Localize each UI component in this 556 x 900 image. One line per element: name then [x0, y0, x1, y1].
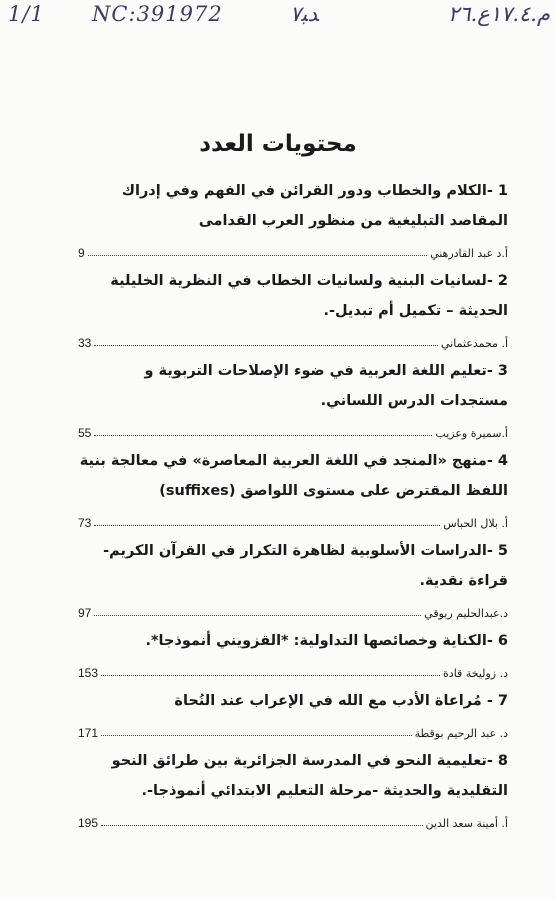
- entry-page-number: 9: [78, 246, 85, 260]
- handwritten-accession-code: NC:391972: [92, 2, 223, 26]
- entry-title: 1 -الكلام والخطاب ودور القرائن في الفهم وفي إدراك المقاصد التبليغية من منظور العرب القدامى: [121, 183, 508, 229]
- toc-entry-5: [78, 536, 508, 620]
- page-title: محتويات العدد: [199, 131, 357, 158]
- entry-author: أ. بلال الحباس: [443, 517, 508, 530]
- dot-leader: [94, 435, 432, 436]
- entry-author: أ.د عبد القادرهني: [430, 247, 508, 260]
- entry-title: 4 -منهج «المنجد في اللغة العربية المعاصرة» في معالجة بنية اللفظ المقترض على مستوى اللواصق (suffixes): [79, 453, 508, 499]
- dot-leader: [88, 255, 427, 256]
- dot-leader: [94, 615, 421, 616]
- handwritten-page-count: 1/1: [8, 2, 45, 26]
- toc-entry-4: [78, 446, 508, 530]
- entry-title: 2 -لسانيات البنية ولسانيات الخطاب في النظرية الخليلية الحديثة – تكميل أم تبديل-.: [110, 273, 508, 319]
- entry-meta: [78, 236, 508, 260]
- entry-title: 6 -الكناية وخصائصها التداولية: *القزويني أنموذجا*.: [145, 633, 508, 649]
- entry-page-number: 171: [78, 726, 99, 740]
- entry-author: أ. محمدعثماني: [441, 337, 508, 350]
- toc-entry-7: [78, 686, 508, 740]
- entry-page-number: 55: [78, 426, 92, 440]
- dot-leader: [101, 825, 423, 826]
- entry-meta: [78, 326, 508, 350]
- entry-page-number: 73: [78, 516, 92, 530]
- entry-title: 7 - مُراعاة الأدب مع الله في الإعراب عند النُحاة: [174, 693, 508, 709]
- entry-title: 8 -تعليمية النحو في المدرسة الجزائرية بين طرائق النحو التقليدية والحديثة -مرحلة التعليم الابتدائي أنموذجا-.: [111, 753, 508, 799]
- toc-entry-6: [78, 626, 508, 680]
- toc-entry-2: [78, 266, 508, 350]
- entry-author: د. زوليخة قادة: [443, 667, 508, 680]
- entry-title: 3 -تعليم اللغة العربية في ضوء الإصلاحات التربوية و مستجدات الدرس اللساني.: [144, 363, 508, 409]
- entry-author: أ.سميرة وعزيب: [435, 427, 508, 440]
- toc-entry-1: [78, 176, 508, 260]
- dot-leader: [101, 675, 440, 676]
- entry-author: د.عبدالحليم ريوقي: [424, 607, 508, 620]
- handwritten-signature: ﺪﺒ٧: [290, 2, 319, 26]
- entry-meta: [78, 596, 508, 620]
- entry-page-number: 33: [78, 336, 92, 350]
- entry-page-number: 153: [78, 666, 99, 680]
- entry-meta: [78, 806, 508, 830]
- entry-meta: [78, 656, 508, 680]
- toc-entry-8: [78, 746, 508, 830]
- entry-meta: [78, 716, 508, 740]
- handwritten-date: م.١٧.٤ع.٢٦: [448, 2, 550, 26]
- dot-leader: [94, 345, 438, 346]
- entry-page-number: 97: [78, 606, 92, 620]
- dot-leader: [94, 525, 440, 526]
- entry-meta: [78, 416, 508, 440]
- dot-leader: [101, 735, 412, 736]
- entry-page-number: 195: [78, 816, 99, 830]
- entry-author: د. عبد الرحيم بوقطة: [414, 727, 508, 740]
- entry-title: 5 -الدراسات الأسلوبية لظاهرة التكرار في القرآن الكريم-قراءة نقدية.: [103, 543, 508, 589]
- entry-meta: [78, 506, 508, 530]
- toc-entry-3: [78, 356, 508, 440]
- entry-author: أ. أمينة سعد الدين: [425, 817, 508, 830]
- table-of-contents: [78, 176, 508, 836]
